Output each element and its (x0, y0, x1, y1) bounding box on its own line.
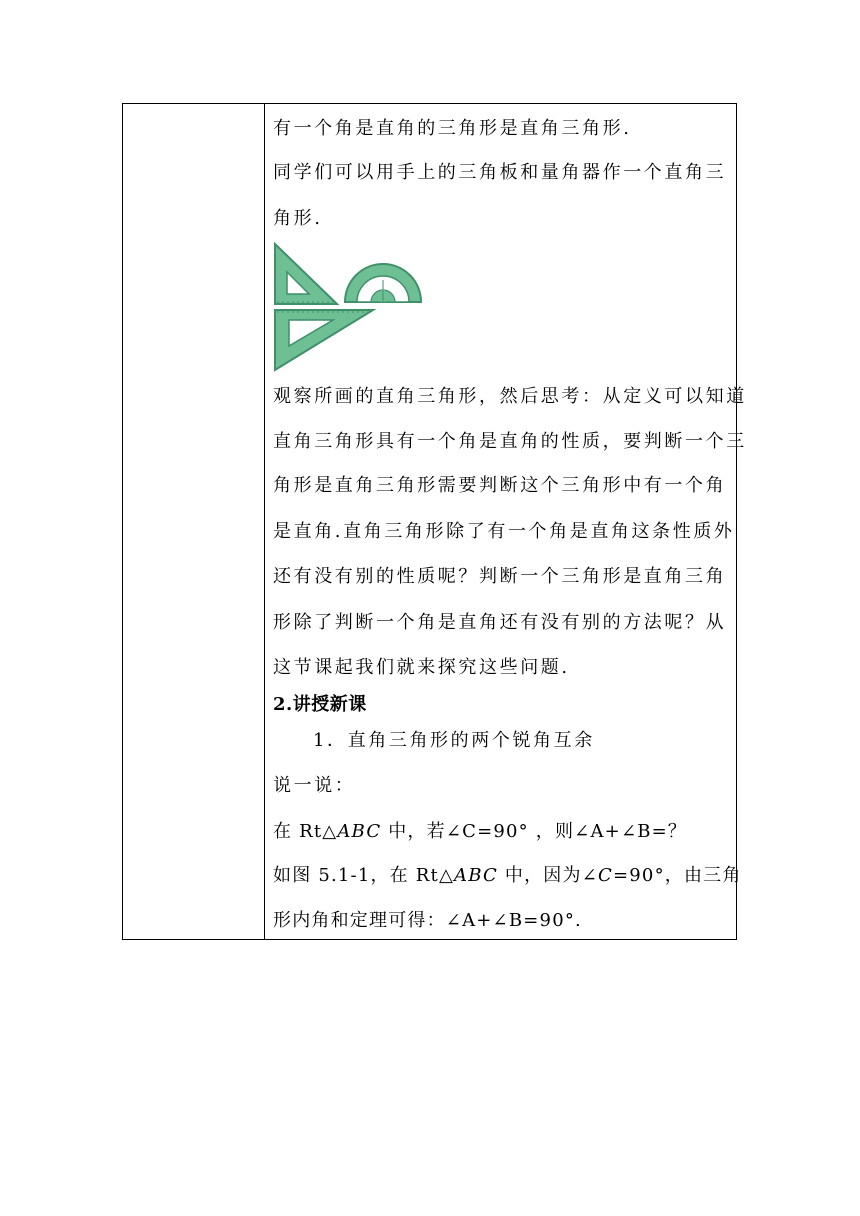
section-heading: 2.讲授新课 (273, 694, 367, 715)
text-span: 中，因为∠ (497, 865, 598, 886)
text-line: 有一个角是直角的三角形是直角三角形. (273, 118, 632, 139)
protractor-icon (345, 264, 421, 302)
text-line: 还有没有别的性质呢？判断一个三角形是直角三角 (273, 566, 727, 587)
set-squares-figure (273, 242, 433, 374)
subsection-heading: 1．直角三角形的两个锐角互余 (313, 730, 595, 751)
triangle-name: ABC (337, 821, 382, 842)
text-span: 中，若∠C=90° ，则∠A+∠B=？ (381, 821, 688, 842)
proof-line (273, 864, 742, 888)
text-line: 这节课起我们就来探究这些问题. (273, 657, 570, 678)
text-span: =90°，由三角 (612, 865, 742, 886)
angle-letter: C (598, 865, 613, 886)
question-line (273, 820, 687, 844)
text-line: 形除了判断一个角是直角还有没有别的方法呢？从 (273, 612, 727, 633)
text-line: 是直角.直角三角形除了有一个角是直角这条性质外 (273, 521, 735, 542)
text-line: 角形. (273, 208, 323, 229)
text-line: 同学们可以用手上的三角板和量角器作一个直角三 (273, 162, 727, 183)
text-span: 在 Rt△ (273, 821, 338, 842)
set-square-icon (275, 310, 373, 370)
column-divider (264, 104, 265, 939)
set-square-icon (275, 244, 337, 304)
text-line: 观察所画的直角三角形，然后思考：从定义可以知道 (273, 386, 747, 407)
text-line: 形内角和定理可得：∠A+∠B=90°. (273, 910, 582, 931)
lesson-table (122, 103, 747, 940)
text-line: 直角三角形具有一个角是直角的性质，要判断一个三 (273, 431, 747, 452)
triangle-name: ABC (454, 865, 498, 886)
text-span: 如图 5.1-1，在 Rt△ (273, 865, 455, 886)
text-line: 说一说： (273, 775, 356, 796)
text-line: 角形是直角三角形需要判断这个三角形中有一个角 (273, 475, 727, 496)
